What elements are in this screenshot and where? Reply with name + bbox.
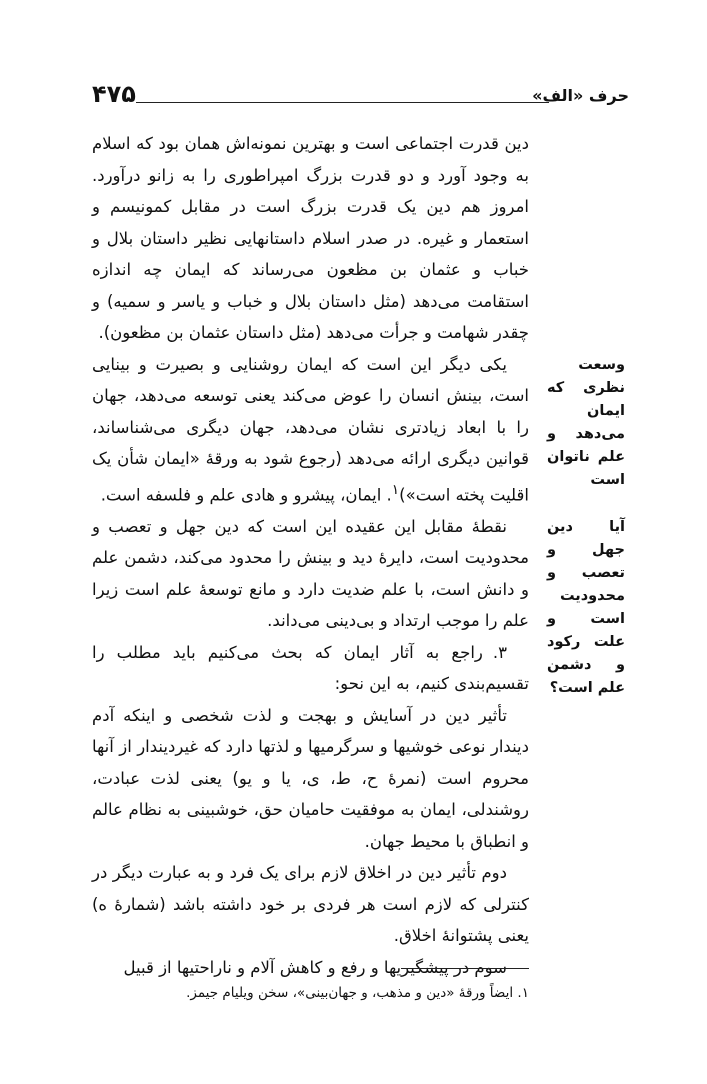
paragraph-6: دوم تأثیر دین در اخلاق لازم برای یک فرد و به عبارت دیگر در کنترلی که لازم است هر فردی بر خود داشته باشد (شمارهٔ ه) یعنی پشتوانهٔ اخلاق.: [92, 863, 529, 945]
paragraph-5: تأثیر دین در آسایش و بهجت و لذت شخصی و اینکه آدم دیندار نوعی خوشیها و سرگرمیها و لذتها دارد که غیردیندار از آنها محروم است (نمرهٔ ح، ط، ی، یا و یو) یعنی لذت عبادت، روشندلی، ایمان به موفقیت حامیان حق، خوشبینی به نظام عالم و انطباق با محیط جهان.: [92, 705, 529, 851]
item-number: ۳.: [492, 642, 507, 662]
margin-note-2: آیا دین جهل و تعصب و محدودیت است و علت رکود و دشمن علم است؟: [547, 519, 625, 696]
paragraph-7: سوم در پیشگیریها و رفع و کاهش آلام و ناراحتیها از قبیل: [123, 957, 507, 977]
paragraph-2: [92, 349, 529, 511]
paragraph-2-end: . ایمان، پیشرو و هادی علم و فلسفه است.: [100, 485, 392, 504]
footnote-rule: [401, 968, 529, 969]
page-number: ۴۷۵: [92, 80, 136, 108]
chapter-title: حرف «الف»: [532, 86, 629, 105]
body-text: [92, 128, 529, 983]
paragraph-1: دین قدرت اجتماعی است و بهترین نمونه‌اش همان بود که اسلام به وجود آورد و دو قدرت بزرگ امپراطوری را به زانو درآورد. امروز هم دین یک قدرت بزرگ است در مقابل کمونیسم و استعمار و غیره. در صدر اسلام داستانهایی نظیر داستان بلال و خباب و عثمان بن مظعون می‌رساند که ایمان چه اندازه استقامت می‌دهد (مثل داستان بلال و خباب و یاسر و سمیه) و چقدر شهامت و جرأت می‌دهد (مثل داستان عثمان بن مظعون).: [92, 134, 529, 342]
margin-note-1: وسعت نظری که ایمان می‌دهد و علم ناتوان است: [547, 357, 625, 488]
footnote-mark: ۱: [391, 481, 400, 498]
running-header: [92, 82, 629, 116]
paragraph-2-text: یکی دیگر این است که ایمان روشنایی و بصیرت و بینایی است، بینش انسان را عوض می‌کند یعنی توسعه می‌دهد، جهان را با ابعاد زیادتری نشان می‌دهد، جهان دیگری می‌شناساند، قوانین دیگری ارائه می‌دهد (رجوع شود به ورقهٔ «ایمان شأن یک اقلیت پخته است»): [92, 354, 529, 504]
paragraph-4-text: راجع به آثار ایمان که بحث می‌کنیم باید مطلب را تقسیم‌بندی کنیم، به این نحو:: [92, 642, 529, 693]
header-rule: [136, 102, 549, 103]
paragraph-4: [92, 637, 529, 700]
footnote: ۱. ایضاً ورقهٔ «دین و مذهب، و جهان‌بینی»، سخن ویلیام جیمز.: [186, 985, 529, 1001]
paragraph-3: نقطهٔ مقابل این عقیده این است که دین جهل و تعصب و محدودیت است، دایرهٔ دید و بینش را محدود می‌کند، دشمن علم و دانش است، با علم ضدیت دارد و مانع توسعهٔ علم است زیرا علم را موجب ارتداد و بی‌دینی می‌داند.: [92, 516, 529, 630]
